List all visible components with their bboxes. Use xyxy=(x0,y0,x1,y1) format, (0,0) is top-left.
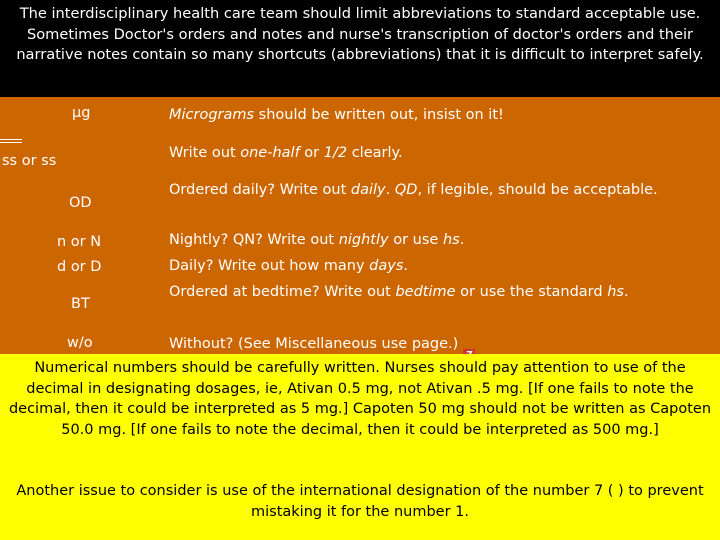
desc-fragment: one-half xyxy=(240,145,300,161)
abbr-4: n or N xyxy=(57,234,102,250)
desc-fragment: Ordered daily? Write out xyxy=(169,182,351,198)
desc-fragment: QD xyxy=(394,182,418,198)
overline-mark xyxy=(0,139,22,143)
desc-fragment: Without? (See Miscellaneous use page.) xyxy=(169,336,459,352)
desc-fragment: bedtime xyxy=(395,284,456,300)
abbr-5: d or D xyxy=(57,259,102,275)
desc-fragment: daily xyxy=(350,182,386,198)
desc-3 xyxy=(169,180,714,201)
desc-fragment: Micrograms xyxy=(169,107,255,123)
desc-fragment: or use the standard xyxy=(455,284,608,300)
desc-fragment: Write out xyxy=(169,145,241,161)
desc-5 xyxy=(169,256,714,277)
desc-fragment: . xyxy=(459,232,465,248)
desc-2 xyxy=(169,143,714,164)
desc-fragment: days xyxy=(369,258,404,274)
seven-paragraph: Another issue to consider is use of the international designation of the number 7 ( ) to prevent mistaking it for the number 1. xyxy=(16,483,704,520)
abbr-3: OD xyxy=(69,195,92,211)
abbr-1: µg xyxy=(72,105,91,121)
desc-4 xyxy=(169,230,714,251)
desc-fragment: . xyxy=(623,284,629,300)
abbr-7: w/o xyxy=(67,335,93,351)
desc-fragment: 1/2 xyxy=(323,145,348,161)
desc-fragment: Ordered at bedtime? Write out xyxy=(169,284,396,300)
desc-7 xyxy=(169,334,714,355)
abbreviation-table xyxy=(0,97,720,354)
decimal-paragraph: Numerical numbers should be carefully written. Nurses should pay attention to use of the decimal in designating dosages, ie, Ativan 0.5 mg, not Ativan .5 mg. [If one fails to note the decimal, then it could be interpreted as 5 mg.] Capoten 50 mg should not be written as Capoten 50.0 mg. [If one fails to note the decimal, then it could be interpreted as 500 mg.] xyxy=(8,360,712,438)
desc-fragment: or xyxy=(299,145,324,161)
desc-1 xyxy=(169,105,714,126)
desc-fragment: hs xyxy=(607,284,624,300)
desc-fragment: or use xyxy=(388,232,443,248)
desc-fragment: hs xyxy=(442,232,460,248)
desc-fragment: , if legible, should be acceptable. xyxy=(417,182,658,198)
desc-fragment: Daily? Write out how many xyxy=(169,258,370,274)
desc-fragment: nightly xyxy=(338,232,389,248)
desc-fragment: should be written out, insist on it! xyxy=(254,107,504,123)
desc-fragment: . xyxy=(385,182,395,198)
numbers-section xyxy=(0,354,720,540)
abbr-2: ss or ss xyxy=(2,153,57,169)
desc-6 xyxy=(169,282,714,303)
abbr-6: BT xyxy=(71,296,90,312)
desc-fragment: . xyxy=(403,258,409,274)
intro-text: The interdisciplinary health care team should limit abbreviations to standard acceptable use. Sometimes Doctor's orders and notes and nurse's transcription of doctor's orders and their narrative notes contain so many shortcuts (abbreviations) that it is difficult to interpret safely. xyxy=(0,0,720,97)
desc-fragment: clearly. xyxy=(347,145,403,161)
desc-fragment: Nightly? QN? Write out xyxy=(169,232,339,248)
